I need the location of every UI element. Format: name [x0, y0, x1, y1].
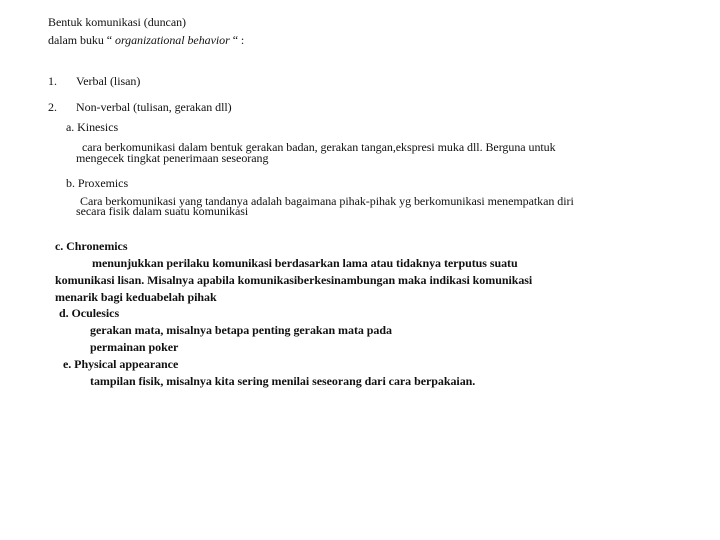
header-line-2-prefix: dalam buku “ [48, 33, 115, 47]
kinesics-heading: a. Kinesics [66, 120, 119, 134]
list-item-nonverbal: Non-verbal (tulisan, gerakan dll) [76, 100, 232, 114]
header-line-2-suffix: “ : [229, 33, 245, 47]
kinesics-line-1: cara berkomunikasi dalam bentuk gerakan badan, gerakan tangan,ekspresi muka dll. Berguna untuk [82, 140, 556, 154]
physical-appearance-heading: e. Physical appearance [63, 357, 179, 371]
chronemics-line-2: komunikasi lisan. Misalnya apabila komunikasiberkesinambungan maka indikasi komunikasi [55, 273, 533, 287]
oculesics-line-2: permainan poker [90, 340, 179, 354]
physical-appearance-line-1: tampilan fisik, misalnya kita sering menilai seseorang dari cara berpakaian. [90, 374, 476, 388]
kinesics-line-2: mengecek tingkat penerimaan seseorang [76, 151, 269, 165]
list-number-2: 2. [48, 100, 57, 114]
oculesics-heading: d. Oculesics [59, 306, 120, 320]
chronemics-line-3: menarik bagi keduabelah pihak [55, 290, 217, 304]
oculesics-line-1: gerakan mata, misalnya betapa penting gerakan mata pada [90, 323, 392, 337]
chronemics-line-1: menunjukkan perilaku komunikasi berdasarkan lama atau tidaknya terputus suatu [92, 256, 518, 270]
book-title: organizational behavior [115, 33, 230, 47]
header-line-1: Bentuk komunikasi (duncan) [48, 15, 187, 29]
list-number-1: 1. [48, 74, 57, 88]
proxemics-line-1: Cara berkomunikasi yang tandanya adalah bagaimana pihak-pihak yg berkomunikasi menempatkan diri [80, 194, 574, 208]
list-item-verbal: Verbal (lisan) [76, 74, 141, 88]
proxemics-heading: b. Proxemics [66, 176, 129, 190]
chronemics-heading: c. Chronemics [55, 239, 128, 253]
header-line-2 [48, 34, 244, 46]
proxemics-line-2: secara fisik dalam suatu komunikasi [76, 204, 249, 218]
